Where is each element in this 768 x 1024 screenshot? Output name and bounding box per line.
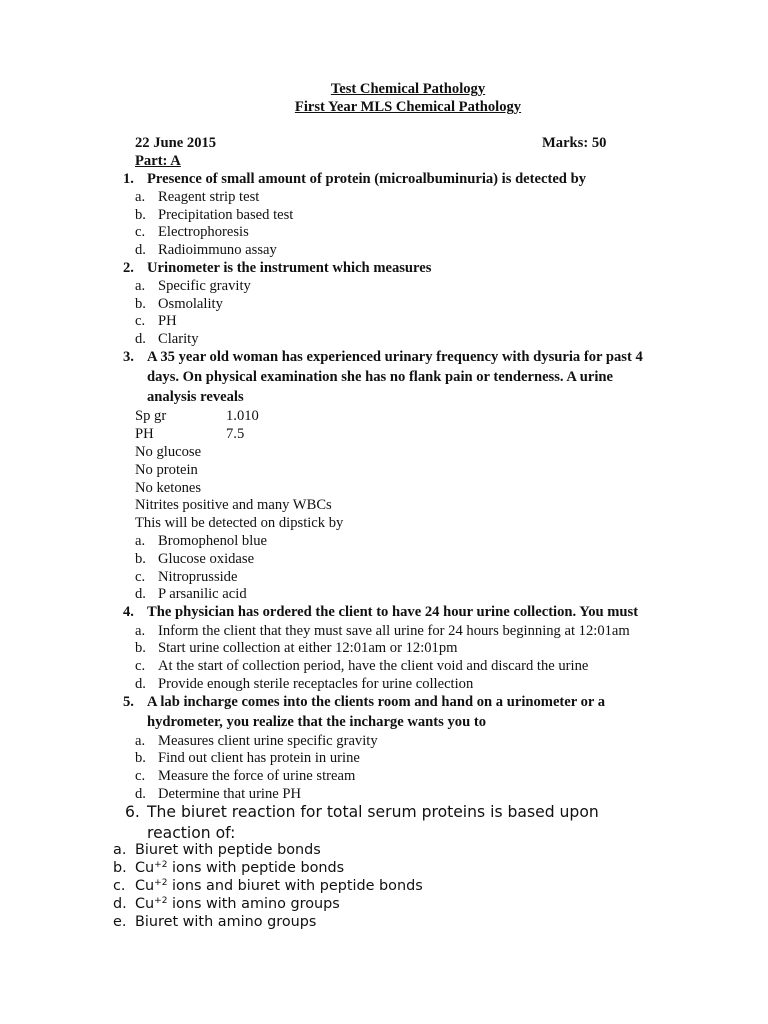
option-6e xyxy=(113,913,316,931)
question-3-line-3: analysis reveals xyxy=(147,389,244,405)
option-2a xyxy=(135,278,251,296)
exam-date: 22 June 2015 xyxy=(135,135,217,151)
option-text-cu: Cu xyxy=(135,896,155,912)
question-text-line-1: A 35 year old woman has experienced urinary frequency with dysuria for past 4 xyxy=(147,349,643,365)
option-3a xyxy=(135,533,267,551)
option-letter: b. xyxy=(135,296,146,312)
question-3-line-2: days. On physical examination she has no flank pain or tenderness. A urine xyxy=(147,369,614,385)
question-text: Presence of small amount of protein (microalbuminuria) is detected by xyxy=(147,171,586,187)
finding-line: No protein xyxy=(135,462,198,478)
option-text: Measures client urine specific gravity xyxy=(158,733,378,749)
question-5 xyxy=(123,694,605,712)
option-text: Find out client has protein in urine xyxy=(158,750,360,766)
question-6-line-2: reaction of: xyxy=(147,824,236,842)
option-text: Measure the force of urine stream xyxy=(158,768,356,784)
part-heading: Part: A xyxy=(135,153,181,169)
option-3c xyxy=(135,569,237,587)
option-text: Inform the client that they must save all urine for 24 hours beginning at 12:01am xyxy=(158,623,630,639)
option-letter: d. xyxy=(135,786,146,802)
option-6c xyxy=(113,877,423,895)
option-1a xyxy=(135,189,259,207)
option-1d xyxy=(135,242,277,260)
question-number: 4. xyxy=(123,604,134,620)
finding-ph-value: 7.5 xyxy=(226,426,245,442)
option-4a xyxy=(135,623,630,641)
option-text: Determine that urine PH xyxy=(158,786,302,802)
question-number: 3. xyxy=(123,349,134,365)
option-letter: d. xyxy=(135,242,146,258)
finding-ph-label: PH xyxy=(135,426,154,442)
option-text: Specific gravity xyxy=(158,278,251,294)
option-6d xyxy=(113,895,340,913)
option-text-rest: ions with peptide bonds xyxy=(167,860,345,876)
option-text: Nitroprusside xyxy=(158,569,238,585)
option-letter: a. xyxy=(135,278,146,294)
option-text: Biuret with peptide bonds xyxy=(135,842,321,858)
question-3 xyxy=(123,349,643,367)
option-1b xyxy=(135,207,293,225)
option-text: Provide enough sterile receptacles for urine collection xyxy=(158,676,474,692)
option-text: P arsanilic acid xyxy=(158,586,247,602)
option-letter: b. xyxy=(113,860,127,876)
option-2c xyxy=(135,313,177,331)
option-letter: d. xyxy=(135,676,146,692)
option-letter: e. xyxy=(113,914,127,930)
finding-line: No glucose xyxy=(135,444,202,460)
option-letter: c. xyxy=(135,768,146,784)
option-text: Radioimmuno assay xyxy=(158,242,277,258)
option-text: Bromophenol blue xyxy=(158,533,268,549)
option-letter: b. xyxy=(135,640,146,656)
option-4b xyxy=(135,640,458,658)
question-1 xyxy=(123,171,586,189)
question-2 xyxy=(123,260,431,278)
option-text: At the start of collection period, have the client void and discard the urine xyxy=(158,658,589,674)
finding-sp-gr-label: Sp gr xyxy=(135,408,167,424)
page-title: Test Chemical Pathology xyxy=(330,81,486,97)
question-text: The physician has ordered the client to have 24 hour urine collection. You must xyxy=(147,604,639,620)
option-text-cu: Cu xyxy=(135,860,155,876)
finding-line: No ketones xyxy=(135,480,202,496)
option-letter: c. xyxy=(135,569,146,585)
option-3d xyxy=(135,586,247,604)
option-letter: c. xyxy=(135,313,146,329)
option-letter: a. xyxy=(135,533,146,549)
option-letter: b. xyxy=(135,551,146,567)
question-text: Urinometer is the instrument which measures xyxy=(147,260,432,276)
question-number: 2. xyxy=(123,260,134,276)
option-text: PH xyxy=(158,313,177,329)
page-subtitle: First Year MLS Chemical Pathology xyxy=(294,99,522,115)
option-text-cu: Cu xyxy=(135,878,155,894)
option-letter: d. xyxy=(135,331,146,347)
option-letter: c. xyxy=(113,878,126,894)
option-letter: d. xyxy=(113,896,127,912)
option-text-charge: +2 xyxy=(154,878,168,888)
question-number: 6. xyxy=(125,803,140,821)
option-letter: c. xyxy=(135,224,146,240)
option-1c xyxy=(135,224,249,242)
exam-marks: Marks: 50 xyxy=(542,135,607,151)
option-2d xyxy=(135,331,199,349)
option-text: Precipitation based test xyxy=(158,207,294,223)
question-text-line-1: The biuret reaction for total serum proteins is based upon xyxy=(147,803,599,821)
question-5-line-2: hydrometer, you realize that the incharge wants you to xyxy=(147,714,487,730)
question-text-line-1: A lab incharge comes into the clients room and hand on a urinometer or a xyxy=(147,694,606,710)
option-letter: c. xyxy=(135,658,146,674)
finding-line: This will be detected on dipstick by xyxy=(135,515,344,531)
option-text: Biuret with amino groups xyxy=(135,914,317,930)
option-3b xyxy=(135,551,254,569)
option-text-rest: ions with amino groups xyxy=(167,896,340,912)
question-4 xyxy=(123,604,638,622)
question-number: 5. xyxy=(123,694,134,710)
option-text: Start urine collection at either 12:01am or 12:01pm xyxy=(158,640,458,656)
option-5a xyxy=(135,733,378,751)
option-text: Glucose oxidase xyxy=(158,551,255,567)
option-letter: a. xyxy=(135,189,146,205)
option-letter: a. xyxy=(135,623,146,639)
option-text: Osmolality xyxy=(158,296,223,312)
option-letter: a. xyxy=(113,842,127,858)
option-2b xyxy=(135,296,223,314)
option-4d xyxy=(135,676,473,694)
option-text: Electrophoresis xyxy=(158,224,249,240)
option-text-rest: ions and biuret with peptide bonds xyxy=(167,878,423,894)
finding-sp-gr-value: 1.010 xyxy=(226,408,259,424)
option-text: Clarity xyxy=(158,331,199,347)
option-6a xyxy=(113,841,321,859)
option-5b xyxy=(135,750,360,768)
option-5c xyxy=(135,768,355,786)
option-text-charge: +2 xyxy=(154,860,168,870)
option-text-charge: +2 xyxy=(154,896,168,906)
finding-line: Nitrites positive and many WBCs xyxy=(135,497,332,513)
option-letter: b. xyxy=(135,207,146,223)
option-4c xyxy=(135,658,588,676)
question-number: 1. xyxy=(123,171,134,187)
question-6 xyxy=(125,802,599,823)
option-6b xyxy=(113,859,344,877)
option-letter: d. xyxy=(135,586,146,602)
option-letter: b. xyxy=(135,750,146,766)
option-text: Reagent strip test xyxy=(158,189,260,205)
option-letter: a. xyxy=(135,733,146,749)
